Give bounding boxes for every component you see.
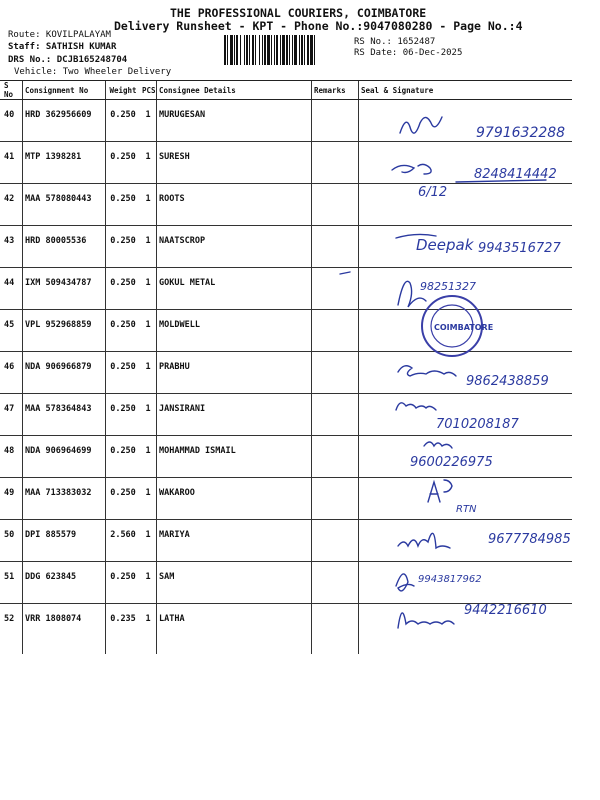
handwriting-phone-46: 9862438859 [466,374,549,389]
cell-consignment: MTP 1398281 [23,142,106,184]
cell-sno: 51 [0,562,23,604]
cell-consignee: SURESH [157,142,312,184]
handwriting-phone-52: 9442216610 [464,603,547,618]
cell-consignment: MAA 578080443 [23,184,106,226]
cell-remarks [312,604,359,655]
cell-remarks [312,184,359,226]
cell-sno: 40 [0,100,23,142]
cell-weight: 0.250 [106,268,141,310]
cell-remarks [312,436,359,478]
cell-consignee: WAKAROO [157,478,312,520]
cell-weight: 0.250 [106,478,141,520]
cell-pcs: 1 [140,520,157,562]
route-label: Route: KOVILPALAYAM [8,30,111,40]
cell-consignment: NDA 906966879 [23,352,106,394]
cell-consignee: NAATSCROP [157,226,312,268]
cell-consignment: DPI 885579 [23,520,106,562]
cell-weight: 0.250 [106,352,141,394]
table-row [0,310,572,352]
cell-remarks [312,142,359,184]
table-row [0,268,572,310]
table-row [0,352,572,394]
cell-remarks [312,100,359,142]
company-title: THE PROFESSIONAL COURIERS, COIMBATORE [170,6,427,20]
vehicle-label: Vehicle: Two Wheeler Delivery [14,67,172,77]
cell-signature [359,310,573,352]
cell-remarks [312,394,359,436]
cell-pcs: 1 [140,562,157,604]
col-signature: Seal & Signature [359,81,573,100]
staff-label: Staff: SATHISH KUMAR [8,42,117,52]
cell-sno: 42 [0,184,23,226]
cell-remarks [312,562,359,604]
cell-pcs: 1 [140,184,157,226]
handwriting-phone-43: 9943516727 [478,241,561,256]
table-row [0,184,572,226]
col-consignee: Consignee Details [157,81,312,100]
cell-pcs: 1 [140,478,157,520]
col-pcs: PCS [140,81,157,100]
table-row [0,562,572,604]
cell-pcs: 1 [140,100,157,142]
barcode-image [224,35,351,65]
cell-consignee: LATHA [157,604,312,655]
col-weight: Weight [106,81,141,100]
cell-signature [359,394,573,436]
cell-sno: 52 [4,614,15,624]
cell-weight: 0.235 [106,604,141,655]
cell-pcs: 1 [140,310,157,352]
stamp-city: COIMBATORE [434,323,494,332]
cell-consignee: MOHAMMAD ISMAIL [157,436,312,478]
cell-consignee: PRABHU [157,352,312,394]
cell-sno: 45 [0,310,23,352]
cell-sno: 44 [0,268,23,310]
handwriting-phone-41: 8248414442 [474,167,557,182]
cell-signature [359,520,573,562]
cell-pcs: 1 [140,436,157,478]
cell-sno: 46 [0,352,23,394]
cell-remarks [312,226,359,268]
cell-pcs: 1 [140,142,157,184]
handwriting-phone-50: 9677784985 [488,532,571,547]
table-row [0,100,572,142]
cell-pcs: 1 [140,268,157,310]
table-row [0,520,572,562]
col-remarks: Remarks [312,81,359,100]
cell-signature [359,436,573,478]
table-row [0,478,572,520]
cell-consignee: MURUGESAN [157,100,312,142]
cell-signature [359,142,573,184]
cell-pcs: 1 [140,226,157,268]
cell-weight: 0.250 [106,436,141,478]
runsheet-table [0,80,572,654]
cell-signature [359,226,573,268]
cell-sno: 41 [0,142,23,184]
cell-consignment: NDA 906964699 [23,436,106,478]
handwriting-phone-48: 9600226975 [410,455,493,470]
cell-sno: 50 [0,520,23,562]
cell-consignment: MAA 713383032 [23,478,106,520]
cell-consignment: HRD 362956609 [23,100,106,142]
cell-signature [359,100,573,142]
col-sno: S No [0,81,23,100]
cell-weight: 0.250 [106,394,141,436]
cell-signature [359,604,573,655]
cell-consignee: MOLDWELL [157,310,312,352]
table-row [0,604,572,655]
cell-consignee: ROOTS [157,184,312,226]
drs-label: DRS No.: DCJB165248704 [8,55,128,65]
cell-consignee: JANSIRANI [157,394,312,436]
cell-weight: 0.250 [106,184,141,226]
handwriting-name-43: Deepak [416,236,474,254]
handwriting-phone-40: 9791632288 [476,125,566,141]
cell-signature [359,352,573,394]
cell-weight: 2.560 [106,520,141,562]
cell-consignment: MAA 578364843 [23,394,106,436]
cell-weight: 0.250 [106,310,141,352]
cell-sno: 43 [0,226,23,268]
cell-consignment: IXM 509434787 [23,268,106,310]
cell-consignment: VPL 952968859 [23,310,106,352]
handwriting-text-49: RTN [456,504,477,515]
rs-date: RS Date: 06-Dec-2025 [354,48,463,58]
cell-weight: 0.250 [106,100,141,142]
cell-sno: 48 [0,436,23,478]
cell-pcs: 1 [140,394,157,436]
table-row [0,142,572,184]
cell-consignee: MARIYA [157,520,312,562]
cell-remarks [312,478,359,520]
cell-remarks [312,520,359,562]
col-consignment: Consignment No [23,81,106,100]
cell-consignment: DDG 623845 [23,562,106,604]
cell-consignment: VRR 1808074 [23,604,106,655]
cell-weight: 0.250 [106,562,141,604]
cell-sno: 49 [0,478,23,520]
cell-consignee: GOKUL METAL [157,268,312,310]
handwriting-number-44: 98251327 [420,280,476,293]
handwriting-date-42: 6/12 [418,185,448,200]
cell-signature [359,268,573,310]
cell-weight: 0.250 [106,226,141,268]
table-header-row [0,81,572,100]
cell-signature [359,184,573,226]
cell-consignee: SAM [157,562,312,604]
cell-signature [359,478,573,520]
handwriting-phone-47: 7010208187 [436,417,519,432]
cell-consignment: HRD 80005536 [23,226,106,268]
table-row [0,226,572,268]
cell-weight: 0.250 [106,142,141,184]
runsheet-subtitle: Delivery Runsheet - KPT - Phone No.:9047080280 - Page No.:4 [114,19,523,33]
cell-remarks [312,268,359,310]
cell-sno: 47 [0,394,23,436]
cell-signature [359,562,573,604]
cell-pcs: 1 [140,352,157,394]
cell-pcs: 1 [145,614,151,624]
table-row [0,436,572,478]
cell-remarks [312,352,359,394]
rs-number: RS No.: 1652487 [354,37,436,47]
cell-remarks [312,310,359,352]
table-row [0,394,572,436]
handwriting-phone-51: 9943817962 [418,574,482,585]
